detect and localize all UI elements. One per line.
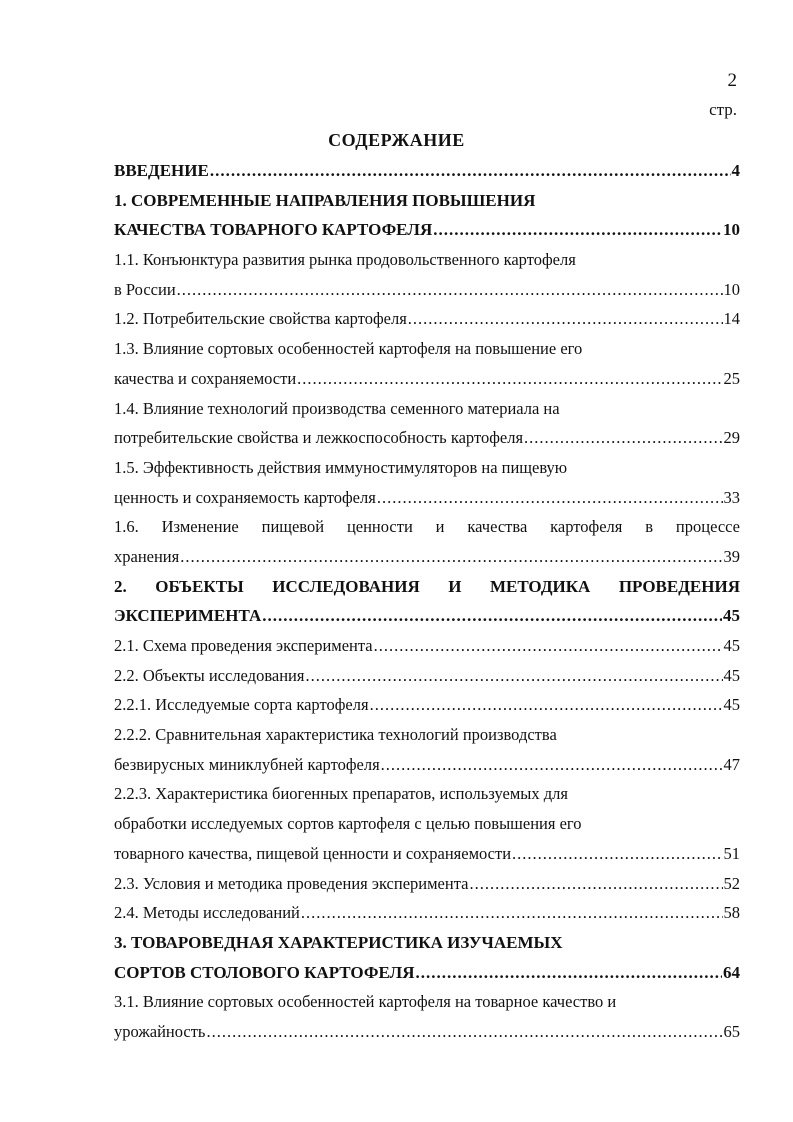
dot-leader <box>370 690 723 720</box>
toc-entry <box>114 928 740 958</box>
toc-entry-text: 2.1. Схема проведения эксперимента <box>114 636 373 655</box>
toc-entry <box>114 779 740 809</box>
toc-entry-text: 1. СОВРЕМЕННЫЕ НАПРАВЛЕНИЯ ПОВЫШЕНИЯ <box>114 190 536 210</box>
toc-entry <box>114 690 740 720</box>
toc-entry-page: 33 <box>723 487 740 507</box>
toc-entry <box>114 601 740 631</box>
toc-entry <box>114 987 740 1017</box>
toc-entry <box>114 572 740 602</box>
toc-entry-text: СОРТОВ СТОЛОВОГО КАРТОФЕЛЯ <box>114 962 415 982</box>
dot-leader <box>374 631 723 661</box>
toc-entry-text: в России <box>114 279 176 299</box>
toc-entry <box>114 483 740 513</box>
toc-entry-text: качества и сохраняемости <box>114 368 297 388</box>
table-of-contents <box>114 156 740 1047</box>
toc-entry-text: 1.4. Влияние технологий производства семенного материала на <box>114 398 560 418</box>
dot-leader <box>408 304 723 334</box>
dot-leader <box>381 750 723 780</box>
toc-entry-text: товарного качества, пищевой ценности и сохраняемости <box>114 843 512 863</box>
toc-entry <box>114 245 740 275</box>
page-column-label: стр. <box>709 100 737 119</box>
toc-entry <box>114 542 740 572</box>
toc-entry-word: Изменение <box>161 517 239 537</box>
toc-entry <box>114 275 740 305</box>
toc-entry <box>114 869 740 899</box>
toc-entry-text: 2.2.3. Характеристика биогенных препаратов, используемых для <box>114 784 568 804</box>
toc-entry <box>114 809 740 839</box>
toc-entry-text: безвирусных миниклубней картофеля <box>114 754 380 774</box>
toc-entry-text: урожайность <box>114 1021 206 1041</box>
toc-entry-text: ценность и сохраняемость картофеля <box>114 487 376 507</box>
toc-entry-word: пищевой <box>261 517 325 537</box>
toc-entry-page: 14 <box>723 309 740 329</box>
toc-entry <box>114 334 740 364</box>
toc-entry <box>114 958 740 988</box>
toc-entry-word: ОБЪЕКТЫ <box>155 576 244 596</box>
toc-entry <box>114 512 740 542</box>
toc-entry-page: 4 <box>731 161 740 180</box>
toc-entry <box>114 215 740 245</box>
toc-entry-text: 1.2. Потребительские свойства картофеля <box>114 309 407 329</box>
toc-entry <box>114 631 740 661</box>
toc-entry-page: 58 <box>723 903 740 923</box>
toc-entry <box>114 1017 740 1047</box>
toc-entry <box>114 839 740 869</box>
toc-entry <box>114 720 740 750</box>
toc-entry-page: 47 <box>723 754 740 774</box>
toc-entry-text: хранения <box>114 546 180 566</box>
toc-entry-text: 3. ТОВАРОВЕДНАЯ ХАРАКТЕРИСТИКА ИЗУЧАЕМЫХ <box>114 932 563 952</box>
toc-entry-word: картофеля <box>550 517 623 537</box>
page-number: 2 <box>727 70 737 91</box>
toc-entry-page: 45 <box>723 695 740 715</box>
toc-entry-page: 25 <box>723 368 740 388</box>
toc-entry-word: МЕТОДИКА <box>489 576 591 596</box>
dot-leader <box>305 661 722 691</box>
dot-leader <box>377 483 723 513</box>
toc-entry-page: 45 <box>723 606 740 626</box>
dot-leader <box>177 275 723 305</box>
toc-entry <box>114 364 740 394</box>
toc-entry-text: ВВЕДЕНИЕ <box>114 161 209 180</box>
toc-entry-word: И <box>448 576 462 596</box>
dot-leader <box>512 839 722 869</box>
toc-entry-page: 64 <box>723 962 740 982</box>
toc-entry-text: ЭКСПЕРИМЕНТА <box>114 606 262 626</box>
toc-entry <box>114 423 740 453</box>
dot-leader <box>180 542 722 572</box>
toc-entry-text: 1.5. Эффективность действия иммуностимуляторов на пищевую <box>114 457 568 477</box>
dot-leader <box>469 869 722 899</box>
dot-leader <box>301 898 723 928</box>
dot-leader <box>524 423 722 453</box>
toc-entry-page: 52 <box>723 873 740 893</box>
toc-entry-word: в <box>645 517 654 537</box>
toc-entry-text: 2.2.2. Сравнительная характеристика технологий производства <box>114 725 557 745</box>
toc-entry-word: ИССЛЕДОВАНИЯ <box>272 576 420 596</box>
toc-entry-text: 3.1. Влияние сортовых особенностей картофеля на товарное качество и <box>114 992 617 1012</box>
dot-leader <box>210 156 731 186</box>
dot-leader <box>262 601 722 631</box>
toc-entry-word: ценности <box>346 517 413 537</box>
toc-entry-text: 2.3. Условия и методика проведения эксперимента <box>114 873 469 893</box>
toc-entry-text: потребительские свойства и лежкоспособность картофеля <box>114 428 524 448</box>
toc-entry-page: 45 <box>723 665 740 685</box>
toc-entry-text: КАЧЕСТВА ТОВАРНОГО КАРТОФЕЛЯ <box>114 220 433 240</box>
toc-entry-text: обработки исследуемых сортов картофеля с целью повышения его <box>114 814 582 834</box>
toc-entry-word: качества <box>467 517 528 537</box>
toc-entry-page: 65 <box>723 1021 740 1041</box>
toc-entry-page: 51 <box>723 843 740 863</box>
toc-entry-text: 1.1. Конъюнктура развития рынка продовольственного картофеля <box>114 250 576 270</box>
toc-entry <box>114 898 740 928</box>
toc-entry-word: и <box>435 517 445 537</box>
dot-leader <box>297 364 722 394</box>
toc-entry <box>114 750 740 780</box>
dot-leader <box>206 1017 722 1047</box>
toc-entry-page: 45 <box>723 636 740 655</box>
toc-entry <box>114 394 740 424</box>
toc-entry-page: 29 <box>723 428 740 448</box>
toc-entry-text: 2.4. Методы исследований <box>114 903 300 923</box>
toc-entry <box>114 304 740 334</box>
toc-entry <box>114 661 740 691</box>
page-title: СОДЕРЖАНИЕ <box>328 130 465 150</box>
dot-leader <box>416 958 722 988</box>
toc-entry-text: 2.2.1. Исследуемые сорта картофеля <box>114 695 369 715</box>
toc-entry <box>114 156 740 186</box>
toc-entry-word: 2. <box>114 576 127 596</box>
toc-entry-text: 1.3. Влияние сортовых особенностей картофеля на повышение его <box>114 339 583 359</box>
toc-entry-word: процессе <box>675 517 740 537</box>
toc-entry <box>114 186 740 216</box>
toc-entry-page: 39 <box>723 546 740 566</box>
toc-entry-text: 2.2. Объекты исследования <box>114 665 305 685</box>
toc-entry-word: 1.6. <box>114 517 139 537</box>
toc-entry-page: 10 <box>723 220 740 240</box>
toc-entry <box>114 453 740 483</box>
toc-entry-word: ПРОВЕДЕНИЯ <box>618 576 740 596</box>
toc-entry-page: 10 <box>723 279 740 299</box>
dot-leader <box>433 215 722 245</box>
